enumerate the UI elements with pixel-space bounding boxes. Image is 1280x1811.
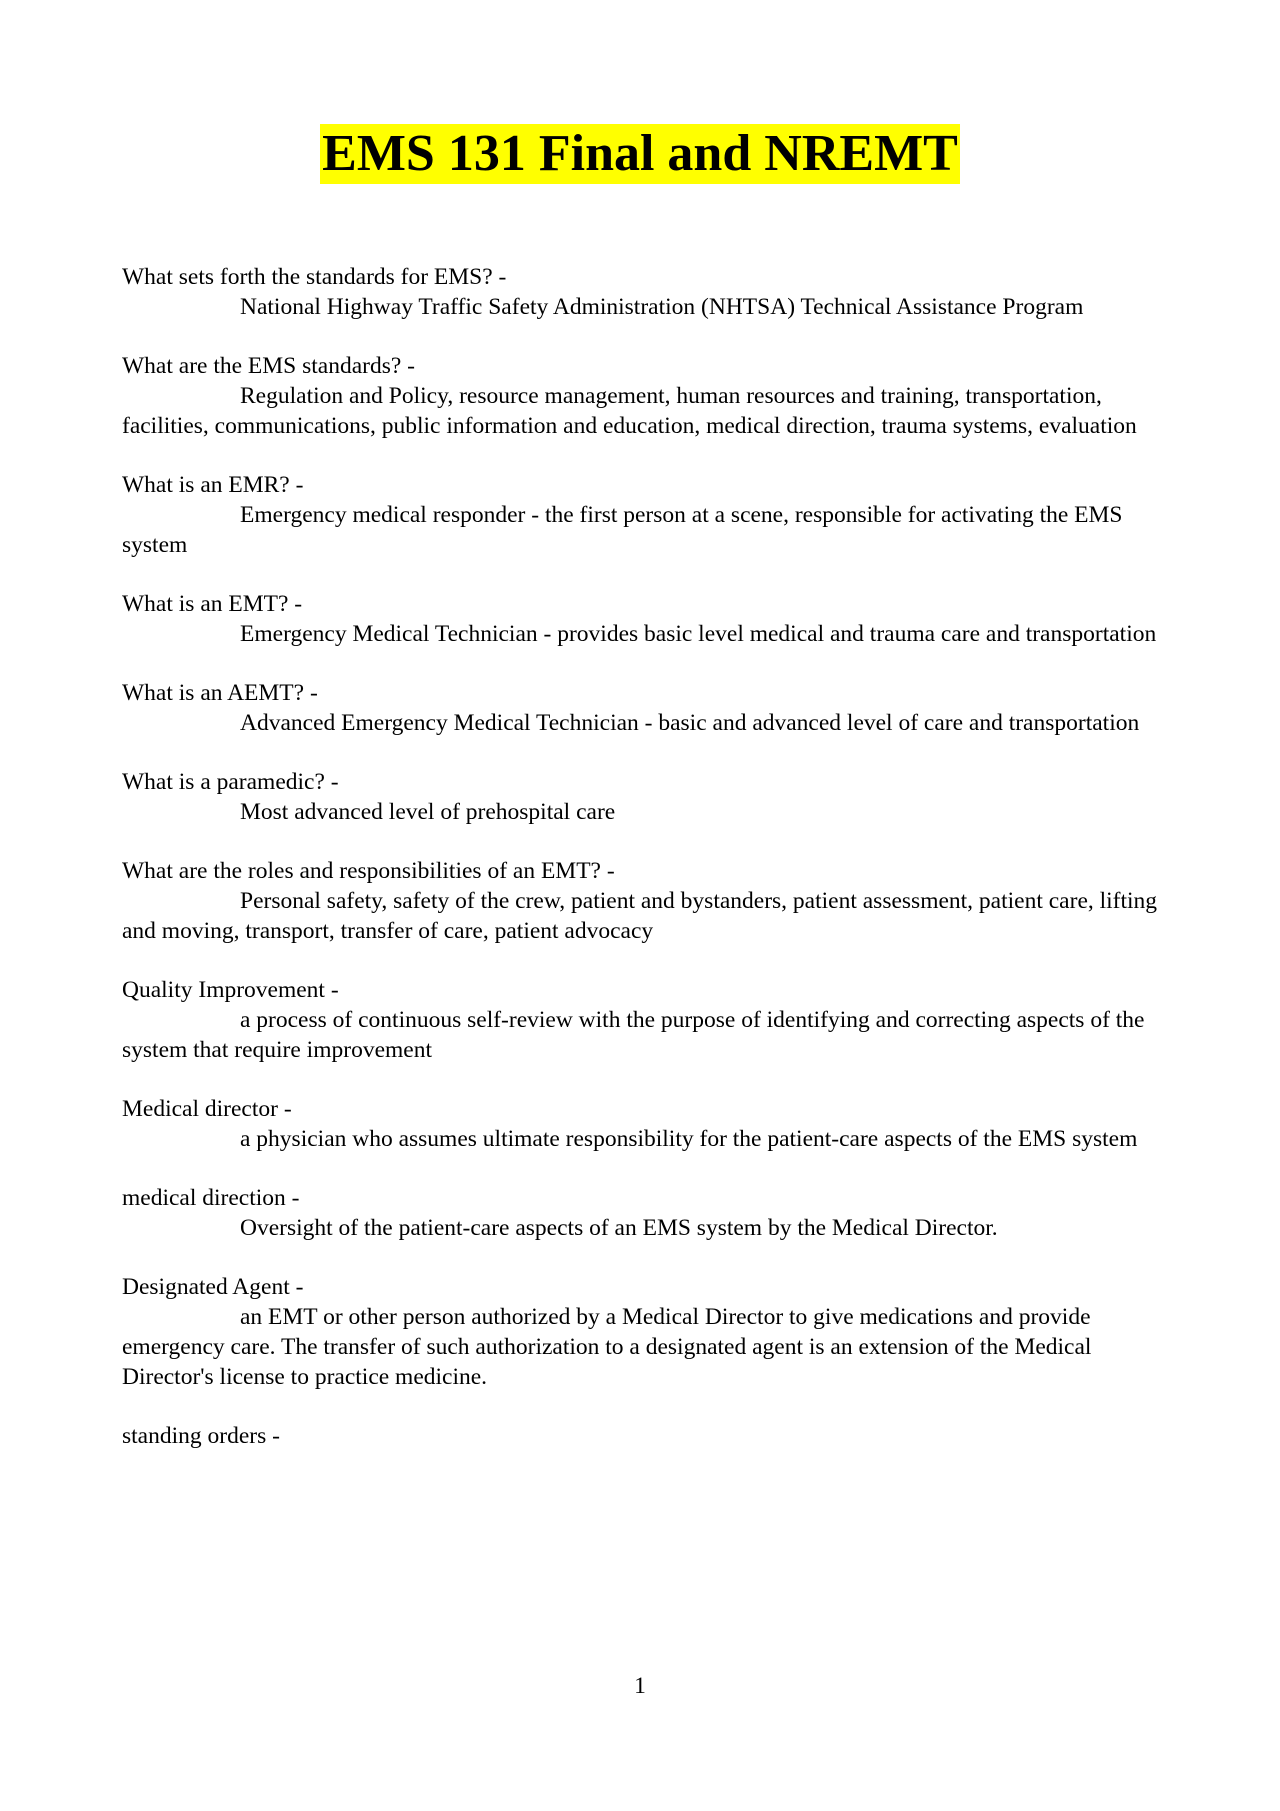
qa-entry xyxy=(122,351,1162,441)
answer-text: National Highway Traffic Safety Administration (NHTSA) Technical Assistance Program xyxy=(240,294,1084,320)
qa-entry xyxy=(122,856,1162,946)
question-text: What are the roles and responsibilities of an EMT? - xyxy=(122,858,615,884)
answer-text: Emergency Medical Technician - provides basic level medical and trauma care and transportation xyxy=(240,621,1157,647)
question-text: medical direction - xyxy=(122,1185,300,1211)
qa-entry xyxy=(122,470,1162,560)
answer-text: Oversight of the patient-care aspects of an EMS system by the Medical Director. xyxy=(240,1215,998,1241)
question-text: standing orders - xyxy=(122,1423,280,1449)
answer-text: Emergency medical responder - the first person at a scene, responsible for activating the EMS system xyxy=(122,502,1123,558)
question-text: What is an AEMT? - xyxy=(122,680,318,706)
question-text: What is an EMR? - xyxy=(122,472,304,498)
answer-text: Advanced Emergency Medical Technician - basic and advanced level of care and transportation xyxy=(240,710,1140,736)
question-text: Designated Agent - xyxy=(122,1274,304,1300)
qa-entry xyxy=(122,1272,1162,1392)
qa-list xyxy=(122,262,1162,1480)
question-text: What is a paramedic? - xyxy=(122,769,339,795)
answer-text: a process of continuous self-review with the purpose of identifying and correcting aspects of the system that require improvement xyxy=(122,1007,1145,1063)
question-text: Medical director - xyxy=(122,1096,292,1122)
answer-text: Most advanced level of prehospital care xyxy=(240,799,616,825)
page-number: 1 xyxy=(634,1673,646,1699)
question-text: What are the EMS standards? - xyxy=(122,353,415,379)
qa-entry xyxy=(122,767,1162,827)
qa-entry xyxy=(122,1421,1162,1451)
answer-text: Personal safety, safety of the crew, patient and bystanders, patient assessment, patient care, lifting and moving, transport, transfer of care, patient advocacy xyxy=(122,888,1158,944)
qa-entry xyxy=(122,678,1162,738)
answer-text: a physician who assumes ultimate responsibility for the patient-care aspects of the EMS system xyxy=(240,1126,1138,1152)
question-text: What is an EMT? - xyxy=(122,591,303,617)
qa-entry xyxy=(122,975,1162,1065)
answer-text: Regulation and Policy, resource management, human resources and training, transportation, facilities, communications, public information and education, medical direction, trauma systems, evaluation xyxy=(122,383,1137,439)
answer-text: an EMT or other person authorized by a Medical Director to give medications and provide emergency care. The transfer of such authorization to a designated agent is an extension of the Medical Director's license to practice medicine. xyxy=(122,1304,1092,1390)
qa-entry xyxy=(122,1183,1162,1243)
qa-entry xyxy=(122,589,1162,649)
qa-entry xyxy=(122,262,1162,322)
question-text: Quality Improvement - xyxy=(122,977,339,1003)
question-text: What sets forth the standards for EMS? - xyxy=(122,264,507,290)
title-container xyxy=(0,124,1280,184)
document-title: EMS 131 Final and NREMT xyxy=(322,125,958,182)
qa-entry xyxy=(122,1094,1162,1154)
